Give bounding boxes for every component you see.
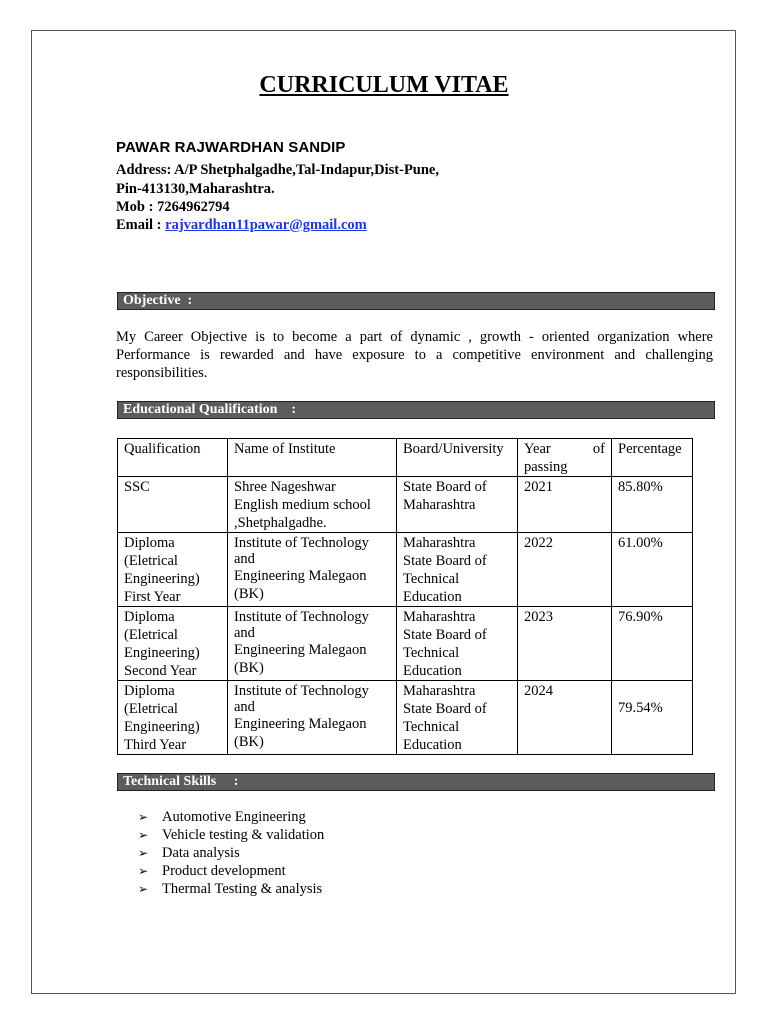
institute-cell: Institute of Technology and Engineering Malegaon (BK)	[228, 681, 397, 755]
board-cell: Maharashtra State Board of Technical Education	[397, 681, 518, 755]
objective-text: My Career Objective is to become a part of dynamic , growth - oriented organization where Performance is rewarded and have exposure to a competitive environment and challenging responsibilities.	[116, 329, 713, 381]
board-cell: State Board of Maharashtra	[397, 477, 518, 533]
skills-list	[138, 808, 324, 898]
arrowhead-bullet-icon: ➢	[138, 864, 149, 878]
list-item: ➢ Vehicle testing & validation	[138, 827, 325, 843]
page-title: CURRICULUM VITAE	[259, 72, 509, 98]
email-line	[116, 217, 367, 234]
year-cell: 2023	[518, 607, 612, 681]
address-line-1: Address: A/P Shetphalgadhe,Tal-Indapur,Dist-Pune,	[116, 162, 439, 178]
header-year-passing: passing	[524, 459, 568, 475]
year-cell: 2021	[518, 477, 612, 533]
qualification-cell: Diploma (Eletrical Engineering) Second Year	[118, 607, 228, 681]
percentage-cell: 79.54%	[612, 681, 693, 755]
header-institute: Name of Institute	[228, 439, 397, 477]
arrowhead-bullet-icon: ➢	[138, 810, 149, 824]
year-cell: 2022	[518, 533, 612, 607]
list-item: ➢ Automotive Engineering	[138, 809, 306, 825]
list-item: ➢ Data analysis	[138, 845, 240, 861]
section-education: Educational Qualification :	[117, 401, 715, 419]
qualification-cell: SSC	[118, 477, 228, 533]
table-row	[118, 477, 693, 533]
arrowhead-bullet-icon: ➢	[138, 828, 149, 842]
institute-cell: Institute of Technology and Engineering Malegaon (BK)	[228, 607, 397, 681]
arrowhead-bullet-icon: ➢	[138, 846, 149, 860]
email-link[interactable]: rajvardhan11pawar@gmail.com	[165, 217, 367, 233]
education-table	[117, 438, 693, 755]
list-item: ➢ Thermal Testing & analysis	[138, 881, 323, 897]
header-year	[518, 439, 612, 477]
header-year-word: Year	[524, 441, 551, 457]
year-cell: 2024	[518, 681, 612, 755]
list-item: ➢ Product development	[138, 863, 286, 879]
mobile-number: Mob : 7264962794	[116, 199, 230, 215]
board-cell: Maharashtra State Board of Technical Education	[397, 607, 518, 681]
percentage-cell: 85.80%	[612, 477, 693, 533]
header-board: Board/University	[397, 439, 518, 477]
institute-cell: Institute of Technology and Engineering Malegaon (BK)	[228, 533, 397, 607]
section-technical-skills: Technical Skills :	[117, 773, 715, 791]
qualification-cell: Diploma (Eletrical Engineering) Third Year	[118, 681, 228, 755]
qualification-cell: Diploma (Eletrical Engineering) First Year	[118, 533, 228, 607]
candidate-name: PAWAR RAJWARDHAN SANDIP	[116, 139, 346, 156]
table-row	[118, 533, 693, 607]
arrowhead-bullet-icon: ➢	[138, 882, 149, 896]
institute-cell: Shree Nageshwar English medium school ,Shetphalgadhe.	[228, 477, 397, 533]
table-header-row	[118, 439, 693, 477]
table-row	[118, 681, 693, 755]
email-label: Email :	[116, 217, 166, 233]
header-qualification: Qualification	[118, 439, 228, 477]
header-year-of: of	[592, 441, 605, 457]
percentage-cell: 61.00%	[612, 533, 693, 607]
header-percentage: Percentage	[612, 439, 693, 477]
section-objective: Objective :	[117, 292, 715, 310]
percentage-cell: 76.90%	[612, 607, 693, 681]
board-cell: Maharashtra State Board of Technical Education	[397, 533, 518, 607]
table-row	[118, 607, 693, 681]
address-line-2: Pin-413130,Maharashtra.	[116, 181, 275, 197]
